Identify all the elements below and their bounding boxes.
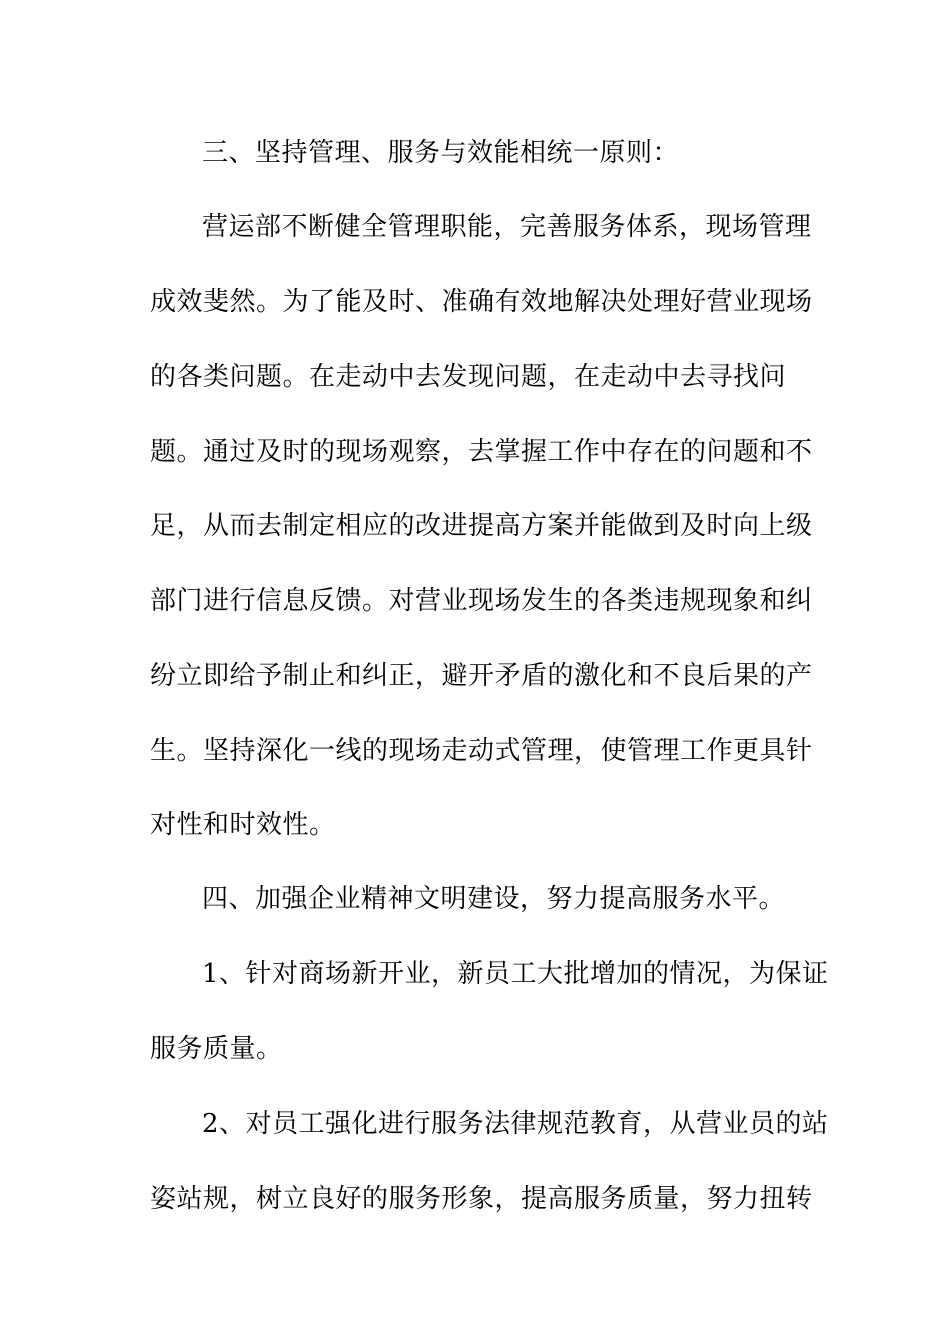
paragraph-line: 题。通过及时的现场观察，去掌握工作中存在的问题和不 [150,437,813,467]
paragraph-line: 服务质量。 [150,1034,283,1064]
paragraph-line: 2、对员工强化进行服务法律规范教育，从营业员的站 [202,1109,829,1139]
paragraph-line: 生。坚持深化一线的现场走动式管理，使管理工作更具针 [150,736,813,766]
paragraph-line: 足，从而去制定相应的改进提高方案并能做到及时向上级 [150,511,813,541]
paragraph-line: 1、针对商场新开业，新员工大批增加的情况，为保证 [202,959,829,989]
paragraph-line: 成效斐然。为了能及时、准确有效地解决处理好营业现场 [150,287,813,317]
section-heading-3: 三、坚持管理、服务与效能相统一原则： [202,138,680,168]
paragraph-line: 纷立即给予制止和纠正，避开矛盾的激化和不良后果的产 [150,661,813,691]
paragraph-line: 部门进行信息反馈。对营业现场发生的各类违规现象和纠 [150,586,813,616]
paragraph-line: 营运部不断健全管理职能，完善服务体系，现场管理 [202,212,812,242]
section-heading-4: 四、加强企业精神文明建设，努力提高服务水平。 [202,884,786,914]
paragraph-line: 姿站规，树立良好的服务形象，提高服务质量，努力扭转 [150,1184,813,1214]
paragraph-line: 对性和时效性。 [150,810,336,840]
paragraph-line: 的各类问题。在走动中去发现问题，在走动中去寻找问 [150,362,787,392]
